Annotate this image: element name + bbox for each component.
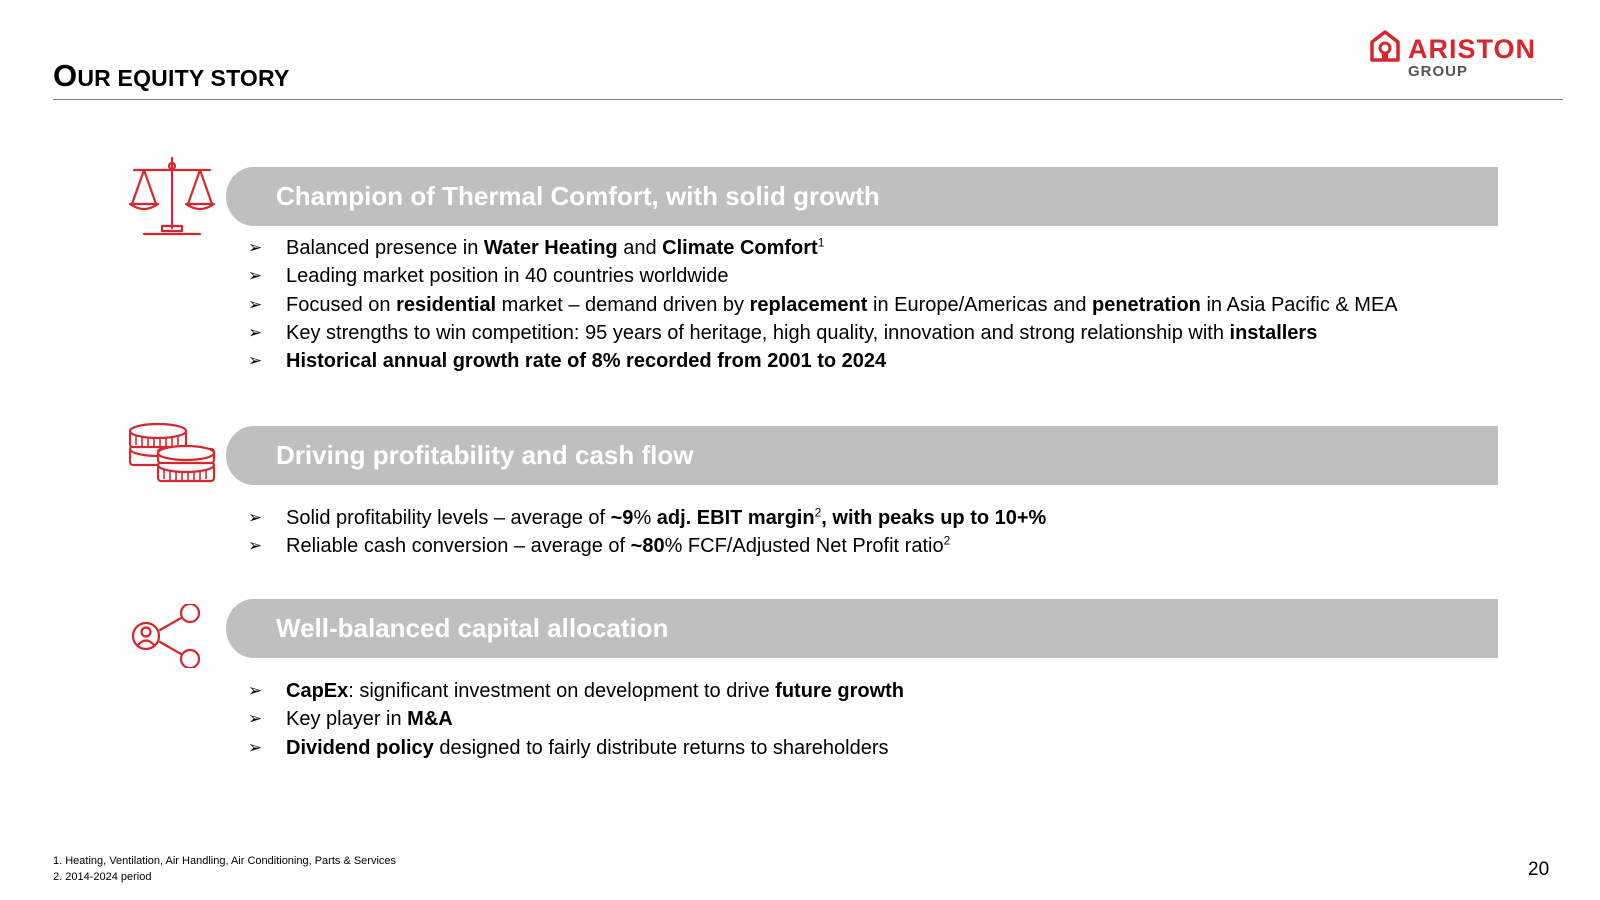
- footnote-ref: 2: [943, 533, 951, 548]
- bullet-text: adj. EBIT margin: [656, 507, 815, 529]
- logo-wordmark: ARISTON: [1408, 34, 1537, 64]
- bullet-item: [248, 532, 1046, 560]
- bullet-list-3: [248, 677, 904, 762]
- footnote-ref: 1: [817, 235, 825, 250]
- bullet-text: : significant investment on development to drive: [348, 680, 776, 702]
- bullet-item: [248, 734, 904, 762]
- bullet-item: [248, 291, 1398, 319]
- bullet-list-1: [248, 234, 1398, 375]
- arrow-bullet-icon: ➢: [248, 536, 263, 556]
- bullet-text: and: [617, 237, 663, 259]
- section-banner-1: [226, 167, 1498, 226]
- bullet-text: %: [633, 507, 657, 529]
- bullet-text: M&A: [407, 708, 453, 731]
- bullet-text: , with peaks up to 10+%: [821, 507, 1047, 529]
- bullet-text: Climate Comfort: [662, 237, 818, 259]
- bullet-text: % FCF/Adjusted Net Profit ratio: [664, 535, 944, 558]
- bullet-text: replacement: [749, 293, 868, 316]
- title-initial: O: [53, 58, 78, 93]
- arrow-bullet-icon: ➢: [248, 508, 263, 527]
- bullet-item: [248, 319, 1398, 347]
- bullet-text: Balanced presence in: [286, 237, 484, 259]
- header-divider: [53, 99, 1563, 100]
- bullet-text: Historical annual growth rate of 8% recorded from 2001 to 2024: [286, 350, 887, 373]
- arrow-bullet-icon: ➢: [248, 294, 263, 314]
- footnote-1: 1. Heating, Ventilation, Air Handling, Air Conditioning, Parts & Services: [53, 855, 397, 867]
- footnote-ref: 2: [814, 505, 822, 520]
- bullet-item: [248, 262, 1398, 290]
- logo-subtitle: GROUP: [1408, 63, 1469, 80]
- bullet-text: in Asia Pacific & MEA: [1200, 293, 1398, 316]
- bullet-item: [248, 504, 1046, 532]
- bullet-item: [248, 234, 1398, 262]
- bullet-text: market – demand driven by: [496, 293, 750, 316]
- footnotes: [53, 853, 396, 885]
- section-banner-3: [226, 599, 1498, 658]
- bullet-text: in Europe/Americas and: [867, 293, 1092, 316]
- bullet-text: residential: [396, 293, 497, 316]
- arrow-bullet-icon: ➢: [248, 322, 263, 342]
- bullet-text: ~9: [610, 507, 634, 529]
- network-icon: [128, 604, 208, 668]
- bullet-list-2: [248, 504, 1046, 561]
- section-title-3: Well-balanced capital allocation: [276, 613, 669, 643]
- bullet-text: Key player in: [286, 708, 408, 731]
- bullet-text: ~80: [630, 535, 665, 558]
- bullet-text: Water Heating: [483, 237, 618, 259]
- arrow-bullet-icon: ➢: [248, 737, 263, 757]
- section-title-2: Driving profitability and cash flow: [276, 440, 694, 470]
- footnote-2: 2. 2014-2024 period: [53, 871, 152, 883]
- bullet-item: [248, 677, 904, 705]
- page-title: [53, 58, 290, 94]
- title-rest: UR EQUITY STORY: [77, 65, 290, 91]
- bullet-text: Reliable cash conversion – average of: [286, 535, 631, 558]
- house-logo-icon: [1370, 30, 1400, 62]
- bullet-text: Solid profitability levels – average of: [286, 507, 611, 529]
- section-banner-2: [226, 426, 1498, 485]
- bullet-text: CapEx: [286, 680, 349, 702]
- arrow-bullet-icon: ➢: [248, 238, 263, 257]
- bullet-text: future growth: [775, 680, 905, 702]
- bullet-item: [248, 347, 1398, 375]
- bullet-text: installers: [1229, 321, 1318, 344]
- bullet-text: designed to fairly distribute returns to shareholders: [433, 736, 889, 759]
- scales-icon: [128, 156, 216, 236]
- page-number: 20: [1528, 859, 1550, 880]
- coins-icon: [128, 421, 220, 491]
- section-title-1: Champion of Thermal Comfort, with solid growth: [276, 181, 880, 211]
- ariston-logo: [1370, 30, 1565, 82]
- arrow-bullet-icon: ➢: [248, 681, 263, 700]
- arrow-bullet-icon: ➢: [248, 266, 263, 286]
- bullet-text: Leading market position in 40 countries worldwide: [286, 265, 729, 288]
- bullet-text: penetration: [1092, 293, 1201, 316]
- bullet-text: Key strengths to win competition: 95 years of heritage, high quality, innovation and strong relationship with: [286, 321, 1230, 344]
- arrow-bullet-icon: ➢: [248, 351, 263, 371]
- bullet-text: Focused on: [286, 293, 397, 316]
- bullet-text: Dividend policy: [286, 736, 434, 759]
- bullet-item: [248, 705, 904, 733]
- arrow-bullet-icon: ➢: [248, 709, 263, 729]
